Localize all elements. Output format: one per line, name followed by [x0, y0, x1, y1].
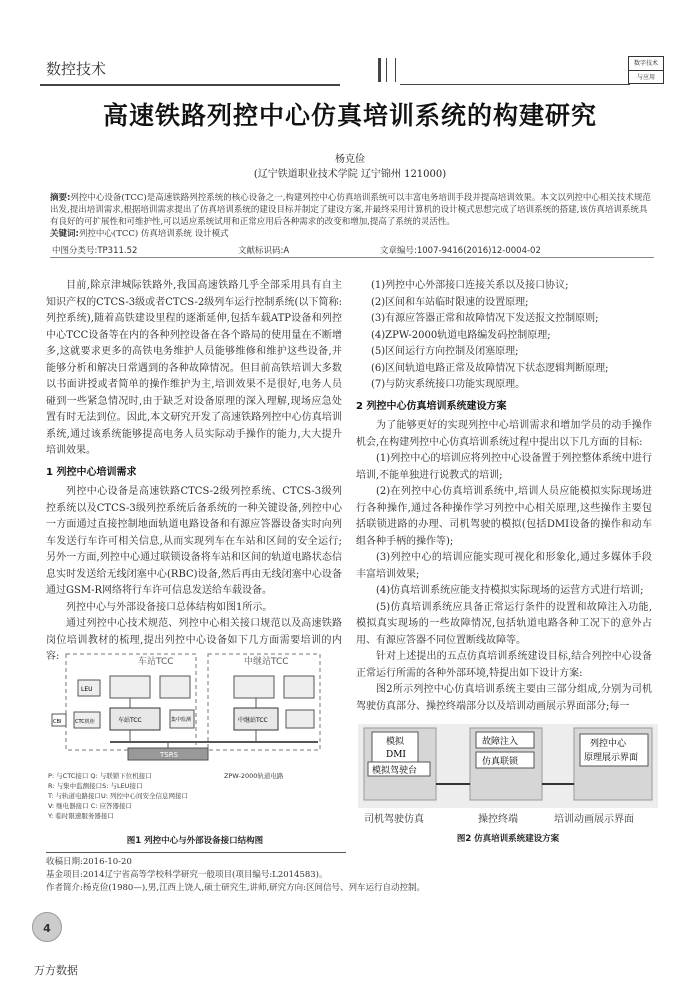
figure-1-caption: 图1 列控中心与外部设备接口结构图	[126, 836, 264, 846]
right-column	[356, 278, 652, 715]
brand-watermark: 万方数据	[34, 964, 78, 977]
header-divider	[386, 58, 387, 82]
footnote: 作者简介:杨克俭(1980—),男,江西上饶人,硕士研究生,讲师,研究方向:区间信号、列车运行自动控制。	[46, 883, 426, 893]
header-rule	[40, 84, 340, 86]
legend-line: V: 继电器接口 C: 应答器接口	[48, 802, 133, 810]
paragraph: 列控中心设备是高速铁路CTCS-2级列控系统、CTCS-3级列控系统以及CTCS-3级列控系统后备系统的一种关键设备,列控中心一方面通过直接控制地面轨道电路设备和有源应答器设备实时向列车发送行车许可相关信息,从而实现列车在车站和区间的安全运行;另外一方面,列控中心通过联锁设备将车站和区间的轨道电路状态信息实时发送给无线闭塞中心(RBC)设备,然后再由无线闭塞中心设备通过GSM-R网络将行车许可信息发送给车载设备。	[46, 486, 342, 596]
cab-text: 模拟驾驶台	[372, 766, 418, 776]
fault-text: 故障注入	[482, 737, 519, 747]
tcc-display-text-2: 原理展示界面	[584, 753, 639, 763]
legend-line: T: 与轨道电路接口U: 列控中心间安全信息网接口	[48, 792, 189, 800]
header-divider	[378, 58, 381, 82]
cbi-label: CBI	[53, 719, 62, 725]
list-item: (3)列控中心的培训应能实现可视化和形象化,通过多媒体手段丰富培训效果;	[356, 552, 652, 580]
system-scheme-diagram	[358, 724, 658, 824]
dmi-text-1: 模拟	[386, 737, 405, 747]
footnotes	[46, 856, 646, 895]
monitor-box	[286, 710, 314, 728]
page-number-badge	[32, 912, 62, 942]
dmi-text-2: DMI	[386, 750, 406, 760]
left-panel-label: 司机驾驶仿真	[364, 814, 424, 824]
station-tcc-title: 车站TCC	[138, 657, 174, 667]
journal-logo	[628, 56, 664, 84]
logo-bottom-text: 与应用	[636, 74, 655, 81]
legend-line: R: 与集中监测接口S: 与LEU接口	[48, 782, 143, 790]
figure-2	[358, 724, 658, 844]
abstract	[50, 192, 654, 240]
relay-boundary	[208, 654, 320, 750]
doc-code: 文献标识码:A	[238, 246, 290, 256]
logo-top-text: 数字技术	[629, 57, 663, 71]
paragraph: 列控中心与外部设备接口总体结构如图1所示。	[66, 601, 273, 613]
page-number: 4	[43, 922, 51, 935]
list-item: (4)ZPW-2000轨道电路编发码控制原理;	[371, 329, 551, 341]
equipment-box	[110, 676, 150, 698]
ctc-label: CTC机柜	[75, 719, 95, 725]
article-number: 文章编号:1007-9416(2016)12-0004-02	[380, 246, 541, 256]
affiliation: (辽宁铁道职业技术学院 辽宁锦州 121000)	[253, 169, 447, 180]
list-item: (6)区间轨道电路正常及故障情况下状态逻辑判断原理;	[371, 362, 609, 374]
paragraph: 为了能够更好的实现列控中心培训需求和增加学员的动手操作机会,在构建列控中心仿真培训系统过程中提出以下几方面的目标:	[356, 420, 652, 448]
list-item: (5)区间运行方向控制及闭塞原理;	[371, 346, 519, 357]
monitor-label: 集中监测	[171, 717, 192, 723]
tcc-display-text-1: 列控中心	[590, 739, 627, 749]
tsrs-label: TSRS	[160, 751, 179, 759]
list-item: (1)列控中心的培训应将列控中心设备置于列控整体系统中进行培训,不能单独进行说教式的培训;	[356, 453, 652, 481]
station-boundary	[66, 654, 196, 750]
paragraph: 图2所示列控中心仿真培训系统主要由三部分组成,分别为司机驾驶仿真部分、操控终端部分以及培训动画展示界面部分;每一	[356, 684, 652, 712]
page-header	[40, 52, 662, 88]
legend-line: P: 与CTC接口 Q: 与联锁下位机接口	[48, 772, 152, 780]
footnote-rule	[46, 852, 346, 853]
list-item: (3)有源应答器正常和故障情况下发送报文控制原则;	[371, 313, 599, 324]
keywords-label: 关键词:	[50, 229, 79, 239]
paragraph: 通过列控中心技术规范、列控中心相关接口规范以及高速铁路岗位培训教材的梳理,提出列控中心设备如下几方面需要培训的内容:	[46, 618, 342, 662]
intro-paragraph: 目前,除京津城际铁路外,我国高速铁路几乎全部采用具有自主知识产权的CTCS-3级或者CTCS-2级列车运行控制系统(以下简称:列控系统),随着高铁建设里程的逐渐延伸,包括车载ATP设备和列控中心TCC设备等在内的各种列控设备在各个路局的使用量在不断增多,这就要求更多的高铁电务维护人员能够维修和维护这些设备,并能够分析和解决日常遇到的各种故障情况。但目前高铁培训大多数以书面讲授或者简单的操作维护为主,培训效果不是很好,电务人员碰到一些紧急情况时,由于缺乏对设备原理的深入理解,现场应急处置有时无法到位。因此,本文研究开发了高速铁路列控中心仿真培训系统,通过该系统能够提高电务人员实际动手操作的能力,大大提升培训效果。	[46, 280, 342, 456]
footnote: 收稿日期:2016-10-20	[46, 857, 132, 867]
list-item: (2)在列控中心仿真培训系统中,培训人员应能模拟实际现场进行各种操作,通过各种操作学习列控中心相关原理,这些操作主要包括联锁进路的办理、司机驾驶的模拟(包括DMI设备的操作和动车组各种手柄的操作等);	[356, 486, 652, 547]
equipment-box	[160, 676, 190, 698]
equipment-box	[284, 676, 314, 698]
list-item: (5)仿真培训系统应具备正常运行条件的设置和故障注入功能,模拟真实现场的一些故障情况,包括轨道电路各种工况下的意外占用、有源应答器不同位置断线故障等。	[356, 601, 652, 646]
figure-2-caption: 图2 仿真培训系统建设方案	[456, 834, 560, 844]
leu-label: LEU	[81, 686, 93, 693]
keywords: 列控中心(TCC) 仿真培训系统 设计模式	[78, 229, 229, 239]
equipment-box	[234, 676, 274, 698]
zpw-label: ZPW-2000轨道电路	[224, 772, 284, 780]
footnote: 基金项目:2014辽宁省高等学校科学研究一般项目(项目编号:L2014583)。	[46, 870, 328, 880]
section-heading: 1 列控中心培训需求	[46, 466, 137, 478]
paragraph: 针对上述提出的五点仿真培训系统建设目标,结合列控中心设备正常运行所需的各种外部环境,特提出如下设计方案:	[356, 651, 652, 679]
divider	[50, 257, 654, 258]
abstract-label: 摘要:	[50, 193, 71, 203]
list-item: (1)列控中心外部接口连接关系以及接口协议;	[371, 280, 569, 291]
interlock-text: 仿真联锁	[482, 757, 519, 767]
abstract-text: 列控中心设备(TCC)是高速铁路列控系统的核心设备之一,构建列控中心仿真培训系统可以丰富电务培训手段并提高培训效果。本文以列控中心相关技术规范出发,提出培训需求,根据培训需求提出了仿真培训系统的建设目标并制定了建设方案,并最终采用计算机的设计模式思想完成了培训系统的搭建,该仿真培训系统具有良好的可扩展性和可维护性,可以适应系统试用和正常应用后各种需求的改变和增加,提高了系统的灵活性。	[50, 193, 651, 227]
relay-tcc-node-label: 中继站TCC	[238, 717, 268, 724]
paper-title: 高速铁路列控中心仿真培训系统的构建研究	[102, 101, 597, 130]
header-rule	[400, 84, 630, 85]
header-divider	[395, 58, 396, 82]
legend-line: Y: 临时限速服务器接口	[48, 812, 114, 820]
clc-number: 中图分类号:TP311.52	[52, 246, 138, 256]
section-heading: 2 列控中心仿真培训系统建设方案	[356, 400, 507, 412]
station-tcc-node-label: 车站TCC	[118, 717, 142, 724]
right-panel-label: 培训动画展示界面	[554, 814, 634, 824]
list-item: (2)区间和车站临时限速的设置原理;	[371, 296, 529, 308]
interface-diagram	[48, 648, 342, 830]
left-column	[46, 278, 342, 666]
list-item: (7)与防灾系统接口功能实现原理。	[371, 379, 526, 390]
list-item: (4)仿真培训系统应能支持模拟实际现场的运营方式进行培训;	[376, 585, 644, 596]
mid-panel-label: 操控终端	[478, 814, 518, 824]
relay-tcc-title: 中继站TCC	[244, 657, 289, 667]
section-label: 数控技术	[46, 60, 107, 78]
author: 杨克俭	[335, 154, 365, 165]
figure-1	[48, 648, 342, 846]
